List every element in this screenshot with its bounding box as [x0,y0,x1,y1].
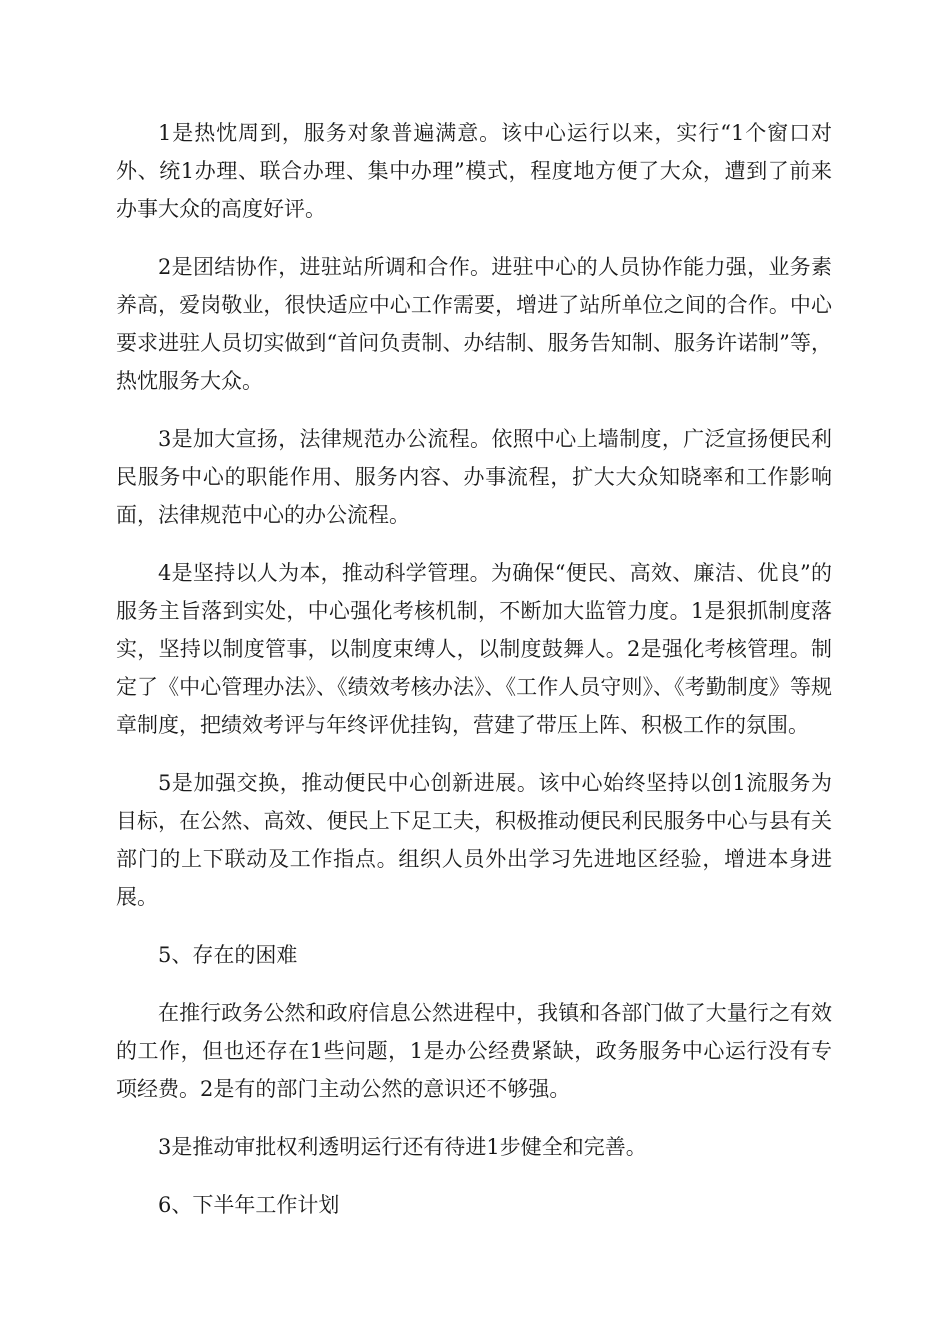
section-heading-work-plan: 6、下半年工作计划 [158,1193,340,1217]
paragraph-scientific-management: 4是坚持以人为本，推动科学管理。为确保“便民、高效、廉洁、优良”的服务主旨落到实处，中心强化考核机制，不断加大监管力度。1是狠抓制度落实，坚持以制度管事，以制度束缚人，以制度鼓舞人。2是强化考核管理。制定了《中心管理办法》、《绩效考核办法》、《工作人员守则》、《考勤制度》等规章制度，把绩效考评与年终评优挂钩，营建了带压上阵、积极工作的氛围。 [116,561,832,737]
document-page [116,114,832,1244]
paragraph-exchange-innovation: 5是加强交换，推动便民中心创新进展。该中心始终坚持以创1流服务为目标，在公然、高效、便民上下足工夫，积极推动便民利民服务中心与县有关部门的上下联动及工作指点。组织人员外出学习先进地区经验，增进本身进展。 [116,771,832,909]
paragraph-approval-transparency: 3是推动审批权利透明运行还有待进1步健全和完善。 [158,1135,647,1159]
paragraph-service-satisfaction: 1是热忱周到，服务对象普遍满意。该中心运行以来，实行“1个窗口对外、统1办理、联合办理、集中办理”模式，程度地方便了大众，遭到了前来办事大众的高度好评。 [116,121,832,221]
paragraph-team-cooperation: 2是团结协作，进驻站所调和合作。进驻中心的人员协作能力强，业务素养高，爱岗敬业，很快适应中心工作需要，增进了站所单位之间的合作。中心要求进驻人员切实做到“首问负责制、办结制、服务告知制、服务许诺制”等，热忱服务大众。 [116,255,832,393]
section-heading-difficulties: 5、存在的困难 [158,943,298,967]
paragraph-difficulties-detail: 在推行政务公然和政府信息公然进程中，我镇和各部门做了大量行之有效的工作，但也还存在1些问题，1是办公经费紧缺，政务服务中心运行没有专项经费。2是有的部门主动公然的意识还不够强。 [116,1001,832,1101]
paragraph-publicity-process: 3是加大宣扬，法律规范办公流程。依照中心上墙制度，广泛宣扬便民利民服务中心的职能作用、服务内容、办事流程，扩大大众知晓率和工作影响面，法律规范中心的办公流程。 [116,427,832,527]
